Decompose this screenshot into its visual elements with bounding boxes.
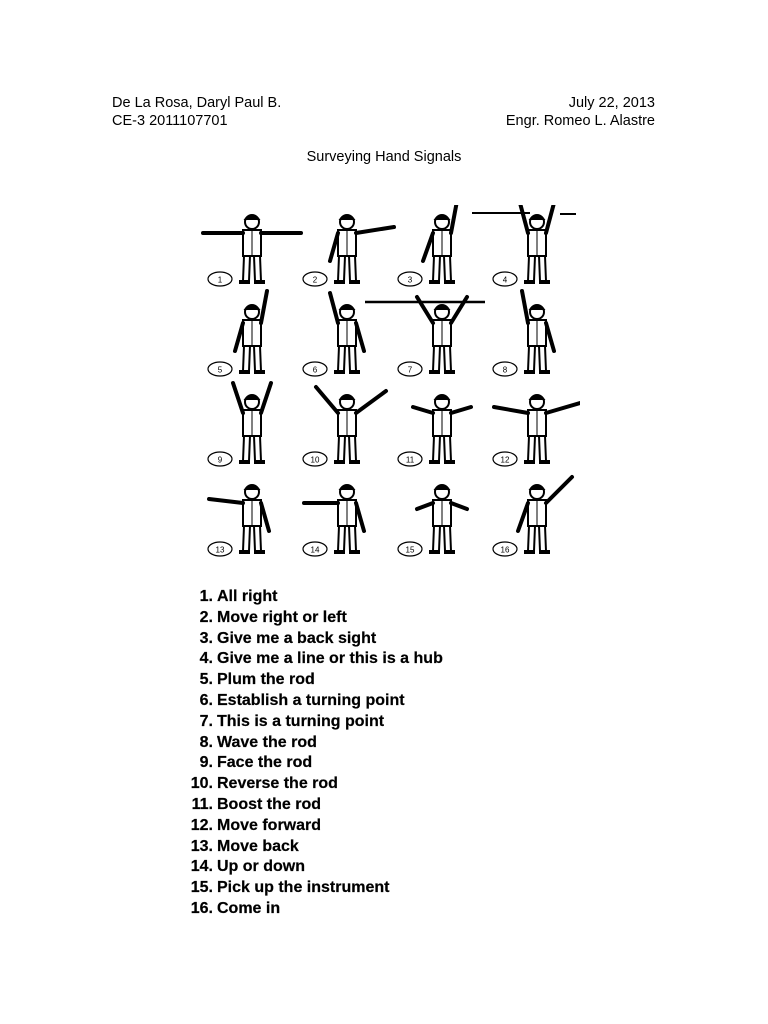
document-date: July 22, 2013 [568,95,655,111]
list-item-text: Give me a line or this is a hub [217,650,443,668]
figure-number-label: 5 [217,365,223,375]
list-item-number: 3. [199,629,213,647]
list-item-number: 5. [199,671,213,689]
signal-figure [303,387,386,466]
list-item [182,691,443,712]
list-item-text: Wave the rod [217,733,317,751]
list-item-text: Pick up the instrument [217,879,390,897]
signal-figure [303,293,364,376]
list-item-text: Reverse the rod [217,775,338,793]
signal-figure [493,291,554,376]
list-item-number: 6. [199,691,213,709]
list-item-number: 7. [199,712,213,730]
list-item-text: Move right or left [217,608,347,626]
signal-figure [303,485,364,556]
list-item-number: 9. [199,754,213,772]
figure-number-label: 15 [405,545,415,555]
list-item [182,712,443,733]
list-item-text: Plum the rod [217,671,315,689]
list-item-text: This is a turning point [217,712,385,730]
signal-figure [398,297,467,376]
student-id: CE-3 2011107701 [112,113,228,129]
list-item-text: Move forward [217,816,322,834]
list-item-text: Establish a turning point [217,691,405,709]
list-item-number: 14. [190,858,213,876]
list-item-number: 4. [199,650,213,668]
list-item [182,649,443,670]
list-item [182,857,443,878]
figure-number-label: 10 [310,455,320,465]
list-item-text: Give me a back sight [217,629,377,647]
list-item [182,816,443,837]
signals-list [182,587,443,920]
figure-number-label: 1 [217,275,223,285]
figure-number-label: 12 [500,455,510,465]
hand-signals-figure [200,205,580,560]
list-item-number: 12. [190,816,213,834]
list-item-text: Up or down [217,858,305,876]
signal-figure [208,383,271,466]
figure-number-label: 6 [312,365,318,375]
list-item [182,733,443,754]
figure-number-label: 7 [407,365,413,375]
list-item-text: Come in [217,899,281,917]
figure-number-label: 14 [310,545,320,555]
signal-figure [303,215,394,286]
signal-figure [398,205,457,286]
list-item-number: 2. [199,608,213,626]
signal-figure [398,395,471,466]
list-item-text: Face the rod [217,754,313,772]
figure-number-label: 3 [407,275,413,285]
figure-number-label: 9 [217,455,223,465]
list-item [182,899,443,920]
signal-figure [208,485,269,556]
signal-figure [208,291,267,376]
instructor-name: Engr. Romeo L. Alastre [505,113,655,129]
list-item-text: Move back [217,837,299,855]
signal-figure [493,205,554,286]
list-item [182,795,443,816]
student-name: De La Rosa, Daryl Paul B. [112,95,282,111]
list-item [182,587,443,608]
list-item [182,753,443,774]
list-item-number: 16. [190,899,213,917]
figure-number-label: 8 [502,365,508,375]
list-item-number: 15. [190,879,213,897]
signal-figure [398,485,467,556]
list-item-number: 11. [191,795,213,813]
figure-number-label: 11 [405,455,415,465]
signal-figure [493,395,580,466]
list-item [182,774,443,795]
list-item [182,670,443,691]
list-item-number: 1. [199,588,213,605]
list-item-text: Boost the rod [217,795,321,813]
figure-number-label: 13 [215,545,225,555]
list-item-text: All right [217,588,278,605]
list-item [182,629,443,650]
page-title: Surveying Hand Signals [306,149,462,165]
list-item-number: 10. [190,775,213,793]
figure-number-label: 4 [502,275,508,285]
figure-number-label: 16 [500,545,510,555]
signal-figure [493,477,572,556]
list-item-number: 13. [190,837,213,855]
list-item [182,608,443,629]
list-item-number: 8. [199,733,213,751]
signal-figure [203,215,301,286]
list-item [182,878,443,899]
figure-number-label: 2 [312,275,318,285]
list-item [182,837,443,858]
